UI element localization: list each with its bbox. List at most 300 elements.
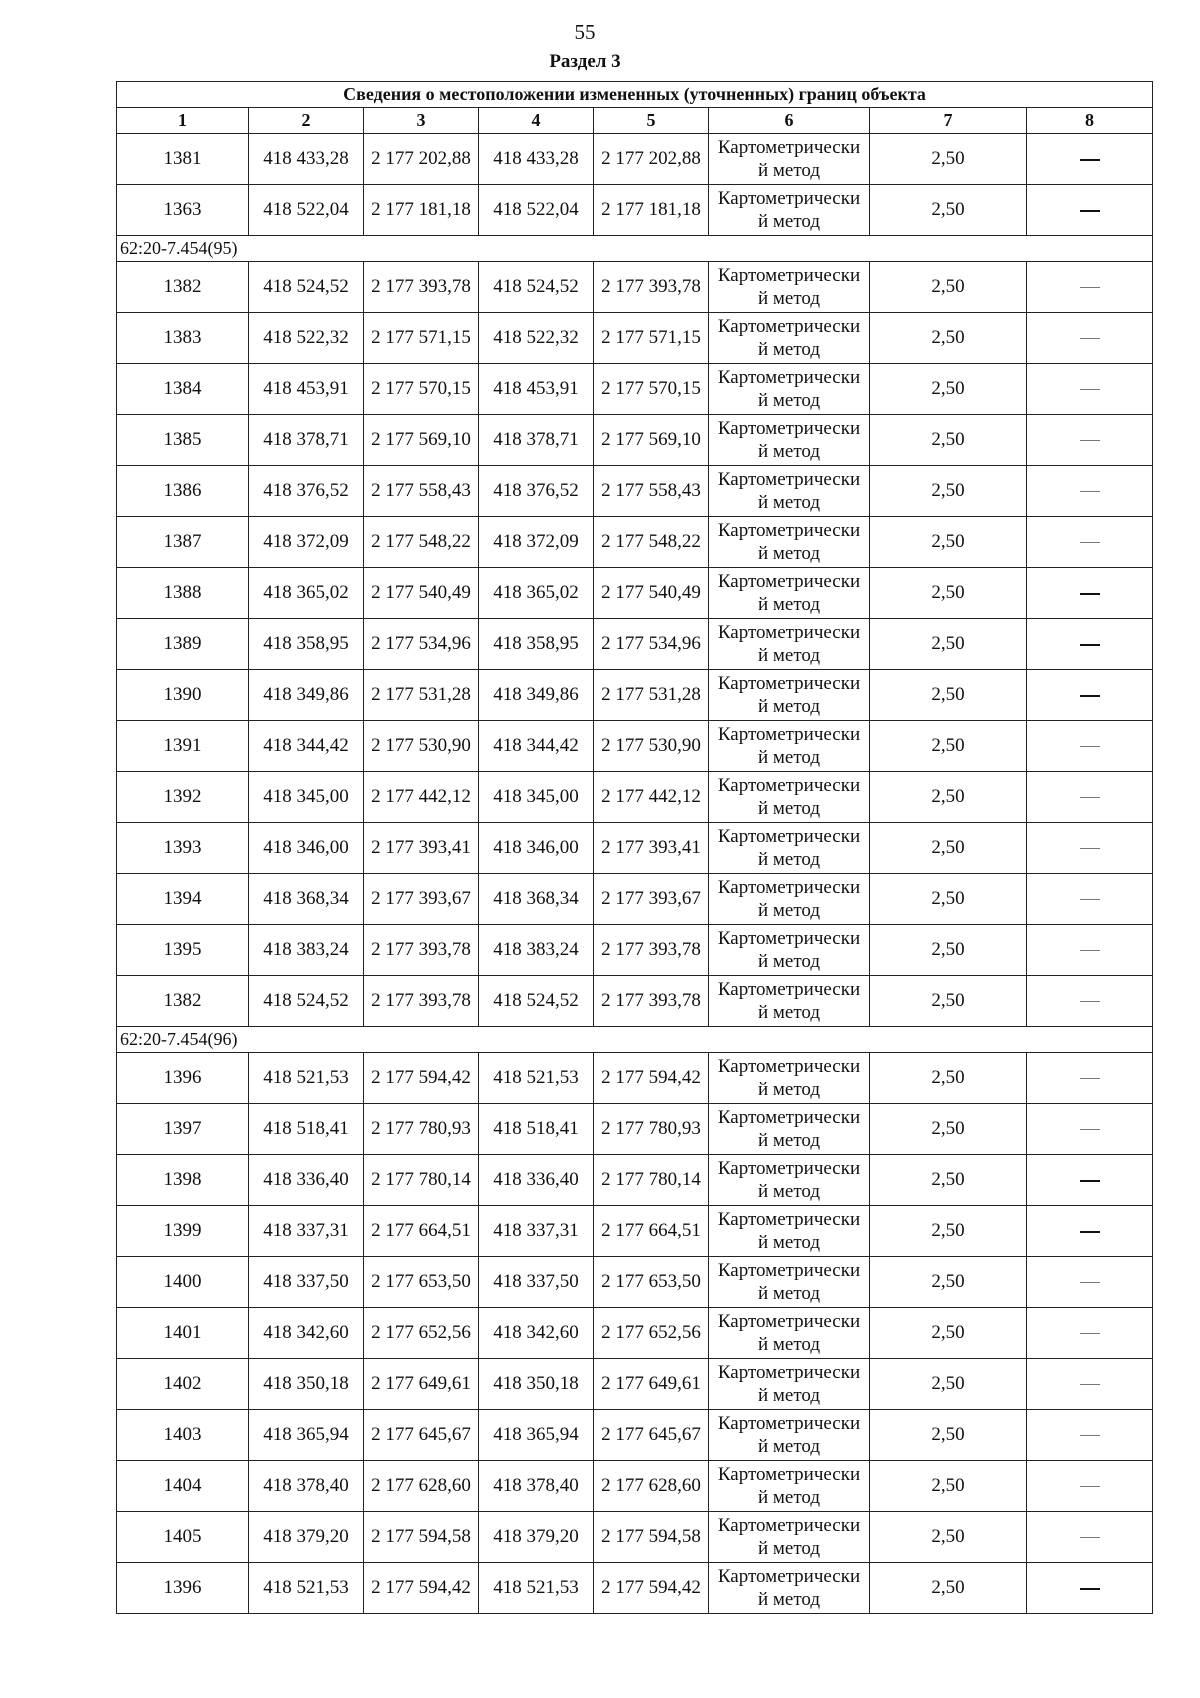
- table-row: [117, 619, 1153, 670]
- note-cell: [1027, 925, 1153, 976]
- y-old-cell: 2 177 393,78: [364, 262, 479, 313]
- method-cell: [709, 517, 870, 568]
- table-row: [117, 874, 1153, 925]
- method-cell: [709, 134, 870, 185]
- method-cell: [709, 670, 870, 721]
- table-row: [117, 721, 1153, 772]
- x-old-cell: 418 365,94: [249, 1410, 364, 1461]
- dash-mark: [1080, 593, 1100, 595]
- x-new-cell: 418 378,71: [479, 415, 594, 466]
- method-text-line: й метод: [757, 441, 821, 462]
- x-old-cell: 418 383,24: [249, 925, 364, 976]
- x-new-cell: 418 521,53: [479, 1053, 594, 1104]
- method-cell: [709, 874, 870, 925]
- point-number-cell: 1404: [117, 1461, 249, 1512]
- column-number: 8: [1027, 108, 1153, 134]
- x-new-cell: 418 365,94: [479, 1410, 594, 1461]
- method-cell: [709, 1359, 870, 1410]
- table-row: [117, 568, 1153, 619]
- dash-mark: [1080, 1537, 1100, 1538]
- note-cell: [1027, 874, 1153, 925]
- dash-mark: [1080, 210, 1100, 212]
- column-number: 6: [709, 108, 870, 134]
- y-old-cell: 2 177 534,96: [364, 619, 479, 670]
- column-number-row: [117, 108, 1153, 134]
- dash-mark: [1080, 1282, 1100, 1283]
- method-cell: [709, 568, 870, 619]
- table-row: [117, 1053, 1153, 1104]
- coordinates-table: [116, 81, 1153, 1614]
- table-row: [117, 364, 1153, 415]
- note-cell: [1027, 568, 1153, 619]
- section-title: Раздел 3: [549, 51, 621, 72]
- y-new-cell: 2 177 780,93: [594, 1104, 709, 1155]
- method-text-line: Картометрически: [717, 469, 861, 490]
- accuracy-cell: 2,50: [870, 619, 1027, 670]
- x-new-cell: 418 345,00: [479, 772, 594, 823]
- note-cell: [1027, 313, 1153, 364]
- method-cell: [709, 976, 870, 1027]
- y-new-cell: 2 177 570,15: [594, 364, 709, 415]
- method-text-line: й метод: [757, 1487, 821, 1508]
- dash-mark: [1080, 1078, 1100, 1079]
- dash-mark: [1080, 1129, 1100, 1130]
- method-text-line: й метод: [757, 645, 821, 666]
- accuracy-cell: 2,50: [870, 1257, 1027, 1308]
- method-text-line: Картометрически: [717, 137, 861, 158]
- x-old-cell: 418 524,52: [249, 976, 364, 1027]
- y-old-cell: 2 177 531,28: [364, 670, 479, 721]
- y-new-cell: 2 177 558,43: [594, 466, 709, 517]
- table-row: [117, 1257, 1153, 1308]
- method-text-line: й метод: [757, 211, 821, 232]
- y-new-cell: 2 177 393,67: [594, 874, 709, 925]
- y-new-cell: 2 177 393,78: [594, 976, 709, 1027]
- dash-mark: [1080, 159, 1100, 161]
- column-number: 5: [594, 108, 709, 134]
- method-text-line: й метод: [757, 594, 821, 615]
- y-old-cell: 2 177 393,41: [364, 823, 479, 874]
- note-cell: [1027, 1257, 1153, 1308]
- method-text-line: Картометрически: [717, 877, 861, 898]
- x-old-cell: 418 521,53: [249, 1053, 364, 1104]
- note-cell: [1027, 517, 1153, 568]
- point-number-cell: 1384: [117, 364, 249, 415]
- table-caption-row: [117, 82, 1153, 108]
- method-text-line: Картометрически: [717, 1260, 861, 1281]
- dash-mark: [1080, 1486, 1100, 1487]
- point-number-cell: 1399: [117, 1206, 249, 1257]
- y-new-cell: 2 177 594,42: [594, 1563, 709, 1614]
- method-text-line: Картометрически: [717, 1515, 861, 1536]
- table-row: [117, 1308, 1153, 1359]
- x-new-cell: 418 365,02: [479, 568, 594, 619]
- x-new-cell: 418 346,00: [479, 823, 594, 874]
- accuracy-cell: 2,50: [870, 1359, 1027, 1410]
- page-number: 55: [574, 20, 596, 44]
- method-text-line: Картометрически: [717, 367, 861, 388]
- method-text-line: Картометрически: [717, 188, 861, 209]
- x-old-cell: 418 368,34: [249, 874, 364, 925]
- method-cell: [709, 1104, 870, 1155]
- note-cell: [1027, 1410, 1153, 1461]
- point-number-cell: 1394: [117, 874, 249, 925]
- y-old-cell: 2 177 442,12: [364, 772, 479, 823]
- accuracy-cell: 2,50: [870, 1308, 1027, 1359]
- column-number: 1: [117, 108, 249, 134]
- y-new-cell: 2 177 571,15: [594, 313, 709, 364]
- method-text-line: й метод: [757, 1130, 821, 1151]
- point-number-cell: 1385: [117, 415, 249, 466]
- y-new-cell: 2 177 664,51: [594, 1206, 709, 1257]
- method-text-line: Картометрически: [717, 1209, 861, 1230]
- note-cell: [1027, 262, 1153, 313]
- x-new-cell: 418 524,52: [479, 976, 594, 1027]
- x-new-cell: 418 336,40: [479, 1155, 594, 1206]
- method-cell: [709, 772, 870, 823]
- method-text-line: Картометрически: [717, 979, 861, 1000]
- point-number-cell: 1363: [117, 185, 249, 236]
- point-number-cell: 1401: [117, 1308, 249, 1359]
- x-old-cell: 418 521,53: [249, 1563, 364, 1614]
- method-text-line: Картометрически: [717, 622, 861, 643]
- method-text-line: Картометрически: [717, 1158, 861, 1179]
- x-old-cell: 418 433,28: [249, 134, 364, 185]
- method-text-line: й метод: [757, 543, 821, 564]
- point-number-cell: 1381: [117, 134, 249, 185]
- table-row: [117, 517, 1153, 568]
- method-cell: [709, 466, 870, 517]
- method-text-line: й метод: [757, 1283, 821, 1304]
- accuracy-cell: 2,50: [870, 925, 1027, 976]
- y-old-cell: 2 177 645,67: [364, 1410, 479, 1461]
- table-row: [117, 1104, 1153, 1155]
- column-number: 3: [364, 108, 479, 134]
- x-new-cell: 418 372,09: [479, 517, 594, 568]
- accuracy-cell: 2,50: [870, 313, 1027, 364]
- method-text-line: Картометрически: [717, 1311, 861, 1332]
- method-text-line: й метод: [757, 1334, 821, 1355]
- y-old-cell: 2 177 569,10: [364, 415, 479, 466]
- method-text-line: Картометрически: [717, 1056, 861, 1077]
- point-number-cell: 1383: [117, 313, 249, 364]
- method-text-line: й метод: [757, 747, 821, 768]
- method-cell: [709, 619, 870, 670]
- y-old-cell: 2 177 628,60: [364, 1461, 479, 1512]
- y-old-cell: 2 177 393,67: [364, 874, 479, 925]
- point-number-cell: 1391: [117, 721, 249, 772]
- group-label: 62:20-7.454(96): [117, 1027, 1153, 1053]
- dash-mark: [1080, 695, 1100, 697]
- accuracy-cell: 2,50: [870, 466, 1027, 517]
- method-text-line: й метод: [757, 390, 821, 411]
- accuracy-cell: 2,50: [870, 415, 1027, 466]
- dash-mark: [1080, 1588, 1100, 1590]
- table-row: [117, 1155, 1153, 1206]
- x-new-cell: 418 522,04: [479, 185, 594, 236]
- point-number-cell: 1392: [117, 772, 249, 823]
- table-row: [117, 1359, 1153, 1410]
- table-caption: Сведения о местоположении измененных (уточненных) границ объекта: [117, 82, 1153, 108]
- y-new-cell: 2 177 181,18: [594, 185, 709, 236]
- table-row: [117, 1512, 1153, 1563]
- y-old-cell: 2 177 393,78: [364, 976, 479, 1027]
- y-old-cell: 2 177 653,50: [364, 1257, 479, 1308]
- dash-mark: [1080, 746, 1100, 747]
- y-old-cell: 2 177 558,43: [364, 466, 479, 517]
- method-text-line: й метод: [757, 1589, 821, 1610]
- y-old-cell: 2 177 571,15: [364, 313, 479, 364]
- y-new-cell: 2 177 780,14: [594, 1155, 709, 1206]
- x-new-cell: 418 344,42: [479, 721, 594, 772]
- table-row: [117, 976, 1153, 1027]
- dash-mark: [1080, 1384, 1100, 1385]
- method-cell: [709, 1206, 870, 1257]
- y-new-cell: 2 177 653,50: [594, 1257, 709, 1308]
- method-cell: [709, 721, 870, 772]
- dash-mark: [1080, 491, 1100, 492]
- x-old-cell: 418 453,91: [249, 364, 364, 415]
- accuracy-cell: 2,50: [870, 1155, 1027, 1206]
- x-old-cell: 418 376,52: [249, 466, 364, 517]
- dash-mark: [1080, 1231, 1100, 1233]
- dash-mark: [1080, 287, 1100, 288]
- accuracy-cell: 2,50: [870, 1104, 1027, 1155]
- method-text-line: й метод: [757, 849, 821, 870]
- point-number-cell: 1397: [117, 1104, 249, 1155]
- table-row: [117, 466, 1153, 517]
- accuracy-cell: 2,50: [870, 1410, 1027, 1461]
- column-number: 7: [870, 108, 1027, 134]
- x-new-cell: 418 342,60: [479, 1308, 594, 1359]
- point-number-cell: 1390: [117, 670, 249, 721]
- point-number-cell: 1403: [117, 1410, 249, 1461]
- table-row: [117, 1563, 1153, 1614]
- point-number-cell: 1382: [117, 976, 249, 1027]
- x-new-cell: 418 524,52: [479, 262, 594, 313]
- note-cell: [1027, 1206, 1153, 1257]
- method-cell: [709, 313, 870, 364]
- table-row: [117, 925, 1153, 976]
- method-text-line: й метод: [757, 1385, 821, 1406]
- x-new-cell: 418 379,20: [479, 1512, 594, 1563]
- x-new-cell: 418 521,53: [479, 1563, 594, 1614]
- y-new-cell: 2 177 393,78: [594, 262, 709, 313]
- y-new-cell: 2 177 652,56: [594, 1308, 709, 1359]
- y-new-cell: 2 177 594,42: [594, 1053, 709, 1104]
- table-row: [117, 670, 1153, 721]
- method-text-line: й метод: [757, 339, 821, 360]
- y-old-cell: 2 177 530,90: [364, 721, 479, 772]
- dash-mark: [1080, 848, 1100, 849]
- point-number-cell: 1396: [117, 1053, 249, 1104]
- method-cell: [709, 925, 870, 976]
- method-cell: [709, 364, 870, 415]
- method-cell: [709, 185, 870, 236]
- note-cell: [1027, 1512, 1153, 1563]
- y-old-cell: 2 177 664,51: [364, 1206, 479, 1257]
- note-cell: [1027, 415, 1153, 466]
- x-old-cell: 418 346,00: [249, 823, 364, 874]
- dash-mark: [1080, 1180, 1100, 1182]
- x-old-cell: 418 365,02: [249, 568, 364, 619]
- method-text-line: й метод: [757, 1436, 821, 1457]
- x-new-cell: 418 368,34: [479, 874, 594, 925]
- method-text-line: й метод: [757, 696, 821, 717]
- accuracy-cell: 2,50: [870, 772, 1027, 823]
- note-cell: [1027, 1104, 1153, 1155]
- dash-mark: [1080, 1435, 1100, 1436]
- method-cell: [709, 823, 870, 874]
- method-text-line: Картометрически: [717, 1362, 861, 1383]
- accuracy-cell: 2,50: [870, 874, 1027, 925]
- table-body: [117, 134, 1153, 1614]
- table-row: [117, 1410, 1153, 1461]
- point-number-cell: 1393: [117, 823, 249, 874]
- accuracy-cell: 2,50: [870, 1053, 1027, 1104]
- y-old-cell: 2 177 780,14: [364, 1155, 479, 1206]
- dash-mark: [1080, 389, 1100, 390]
- note-cell: [1027, 1461, 1153, 1512]
- accuracy-cell: 2,50: [870, 1206, 1027, 1257]
- dash-mark: [1080, 644, 1100, 646]
- method-cell: [709, 1308, 870, 1359]
- point-number-cell: 1388: [117, 568, 249, 619]
- point-number-cell: 1402: [117, 1359, 249, 1410]
- y-new-cell: 2 177 530,90: [594, 721, 709, 772]
- x-new-cell: 418 358,95: [479, 619, 594, 670]
- accuracy-cell: 2,50: [870, 364, 1027, 415]
- accuracy-cell: 2,50: [870, 1461, 1027, 1512]
- x-new-cell: 418 376,52: [479, 466, 594, 517]
- note-cell: [1027, 466, 1153, 517]
- y-new-cell: 2 177 645,67: [594, 1410, 709, 1461]
- accuracy-cell: 2,50: [870, 262, 1027, 313]
- x-new-cell: 418 350,18: [479, 1359, 594, 1410]
- x-old-cell: 418 337,31: [249, 1206, 364, 1257]
- x-old-cell: 418 350,18: [249, 1359, 364, 1410]
- y-new-cell: 2 177 393,78: [594, 925, 709, 976]
- method-text-line: й метод: [757, 492, 821, 513]
- method-cell: [709, 262, 870, 313]
- x-old-cell: 418 372,09: [249, 517, 364, 568]
- y-new-cell: 2 177 202,88: [594, 134, 709, 185]
- method-text-line: й метод: [757, 951, 821, 972]
- x-new-cell: 418 349,86: [479, 670, 594, 721]
- method-cell: [709, 1461, 870, 1512]
- x-old-cell: 418 336,40: [249, 1155, 364, 1206]
- y-new-cell: 2 177 628,60: [594, 1461, 709, 1512]
- y-old-cell: 2 177 594,42: [364, 1563, 479, 1614]
- table-row: [117, 262, 1153, 313]
- method-cell: [709, 1563, 870, 1614]
- note-cell: [1027, 721, 1153, 772]
- x-old-cell: 418 349,86: [249, 670, 364, 721]
- y-old-cell: 2 177 548,22: [364, 517, 479, 568]
- table-row: [117, 415, 1153, 466]
- x-old-cell: 418 379,20: [249, 1512, 364, 1563]
- point-number-cell: 1396: [117, 1563, 249, 1614]
- point-number-cell: 1405: [117, 1512, 249, 1563]
- method-text-line: й метод: [757, 900, 821, 921]
- method-text-line: й метод: [757, 798, 821, 819]
- note-cell: [1027, 185, 1153, 236]
- method-text-line: Картометрически: [717, 928, 861, 949]
- method-text-line: Картометрически: [717, 826, 861, 847]
- method-cell: [709, 415, 870, 466]
- note-cell: [1027, 619, 1153, 670]
- x-old-cell: 418 378,71: [249, 415, 364, 466]
- point-number-cell: 1400: [117, 1257, 249, 1308]
- x-old-cell: 418 337,50: [249, 1257, 364, 1308]
- y-old-cell: 2 177 202,88: [364, 134, 479, 185]
- dash-mark: [1080, 542, 1100, 543]
- note-cell: [1027, 976, 1153, 1027]
- x-old-cell: 418 522,32: [249, 313, 364, 364]
- method-text-line: Картометрически: [717, 265, 861, 286]
- x-new-cell: 418 522,32: [479, 313, 594, 364]
- method-text-line: Картометрически: [717, 1107, 861, 1128]
- accuracy-cell: 2,50: [870, 1563, 1027, 1614]
- point-number-cell: 1387: [117, 517, 249, 568]
- method-text-line: й метод: [757, 1538, 821, 1559]
- method-cell: [709, 1410, 870, 1461]
- y-old-cell: 2 177 540,49: [364, 568, 479, 619]
- y-old-cell: 2 177 570,15: [364, 364, 479, 415]
- dash-mark: [1080, 950, 1100, 951]
- x-old-cell: 418 344,42: [249, 721, 364, 772]
- method-text-line: Картометрически: [717, 1413, 861, 1434]
- y-old-cell: 2 177 780,93: [364, 1104, 479, 1155]
- accuracy-cell: 2,50: [870, 517, 1027, 568]
- x-new-cell: 418 518,41: [479, 1104, 594, 1155]
- accuracy-cell: 2,50: [870, 134, 1027, 185]
- column-number: 4: [479, 108, 594, 134]
- group-header-row: [117, 236, 1153, 262]
- y-new-cell: 2 177 569,10: [594, 415, 709, 466]
- method-text-line: Картометрически: [717, 724, 861, 745]
- method-text-line: й метод: [757, 1079, 821, 1100]
- y-new-cell: 2 177 442,12: [594, 772, 709, 823]
- method-text-line: Картометрически: [717, 316, 861, 337]
- table-row: [117, 134, 1153, 185]
- y-old-cell: 2 177 594,42: [364, 1053, 479, 1104]
- y-new-cell: 2 177 548,22: [594, 517, 709, 568]
- dash-mark: [1080, 1001, 1100, 1002]
- accuracy-cell: 2,50: [870, 823, 1027, 874]
- method-text-line: Картометрически: [717, 520, 861, 541]
- note-cell: [1027, 1359, 1153, 1410]
- dash-mark: [1080, 797, 1100, 798]
- x-new-cell: 418 378,40: [479, 1461, 594, 1512]
- y-new-cell: 2 177 594,58: [594, 1512, 709, 1563]
- method-text-line: Картометрически: [717, 418, 861, 439]
- point-number-cell: 1395: [117, 925, 249, 976]
- method-text-line: Картометрически: [717, 673, 861, 694]
- note-cell: [1027, 1308, 1153, 1359]
- dash-mark: [1080, 338, 1100, 339]
- x-new-cell: 418 337,50: [479, 1257, 594, 1308]
- table-row: [117, 1461, 1153, 1512]
- y-old-cell: 2 177 594,58: [364, 1512, 479, 1563]
- note-cell: [1027, 134, 1153, 185]
- note-cell: [1027, 1053, 1153, 1104]
- accuracy-cell: 2,50: [870, 568, 1027, 619]
- y-old-cell: 2 177 393,78: [364, 925, 479, 976]
- method-cell: [709, 1053, 870, 1104]
- accuracy-cell: 2,50: [870, 721, 1027, 772]
- point-number-cell: 1386: [117, 466, 249, 517]
